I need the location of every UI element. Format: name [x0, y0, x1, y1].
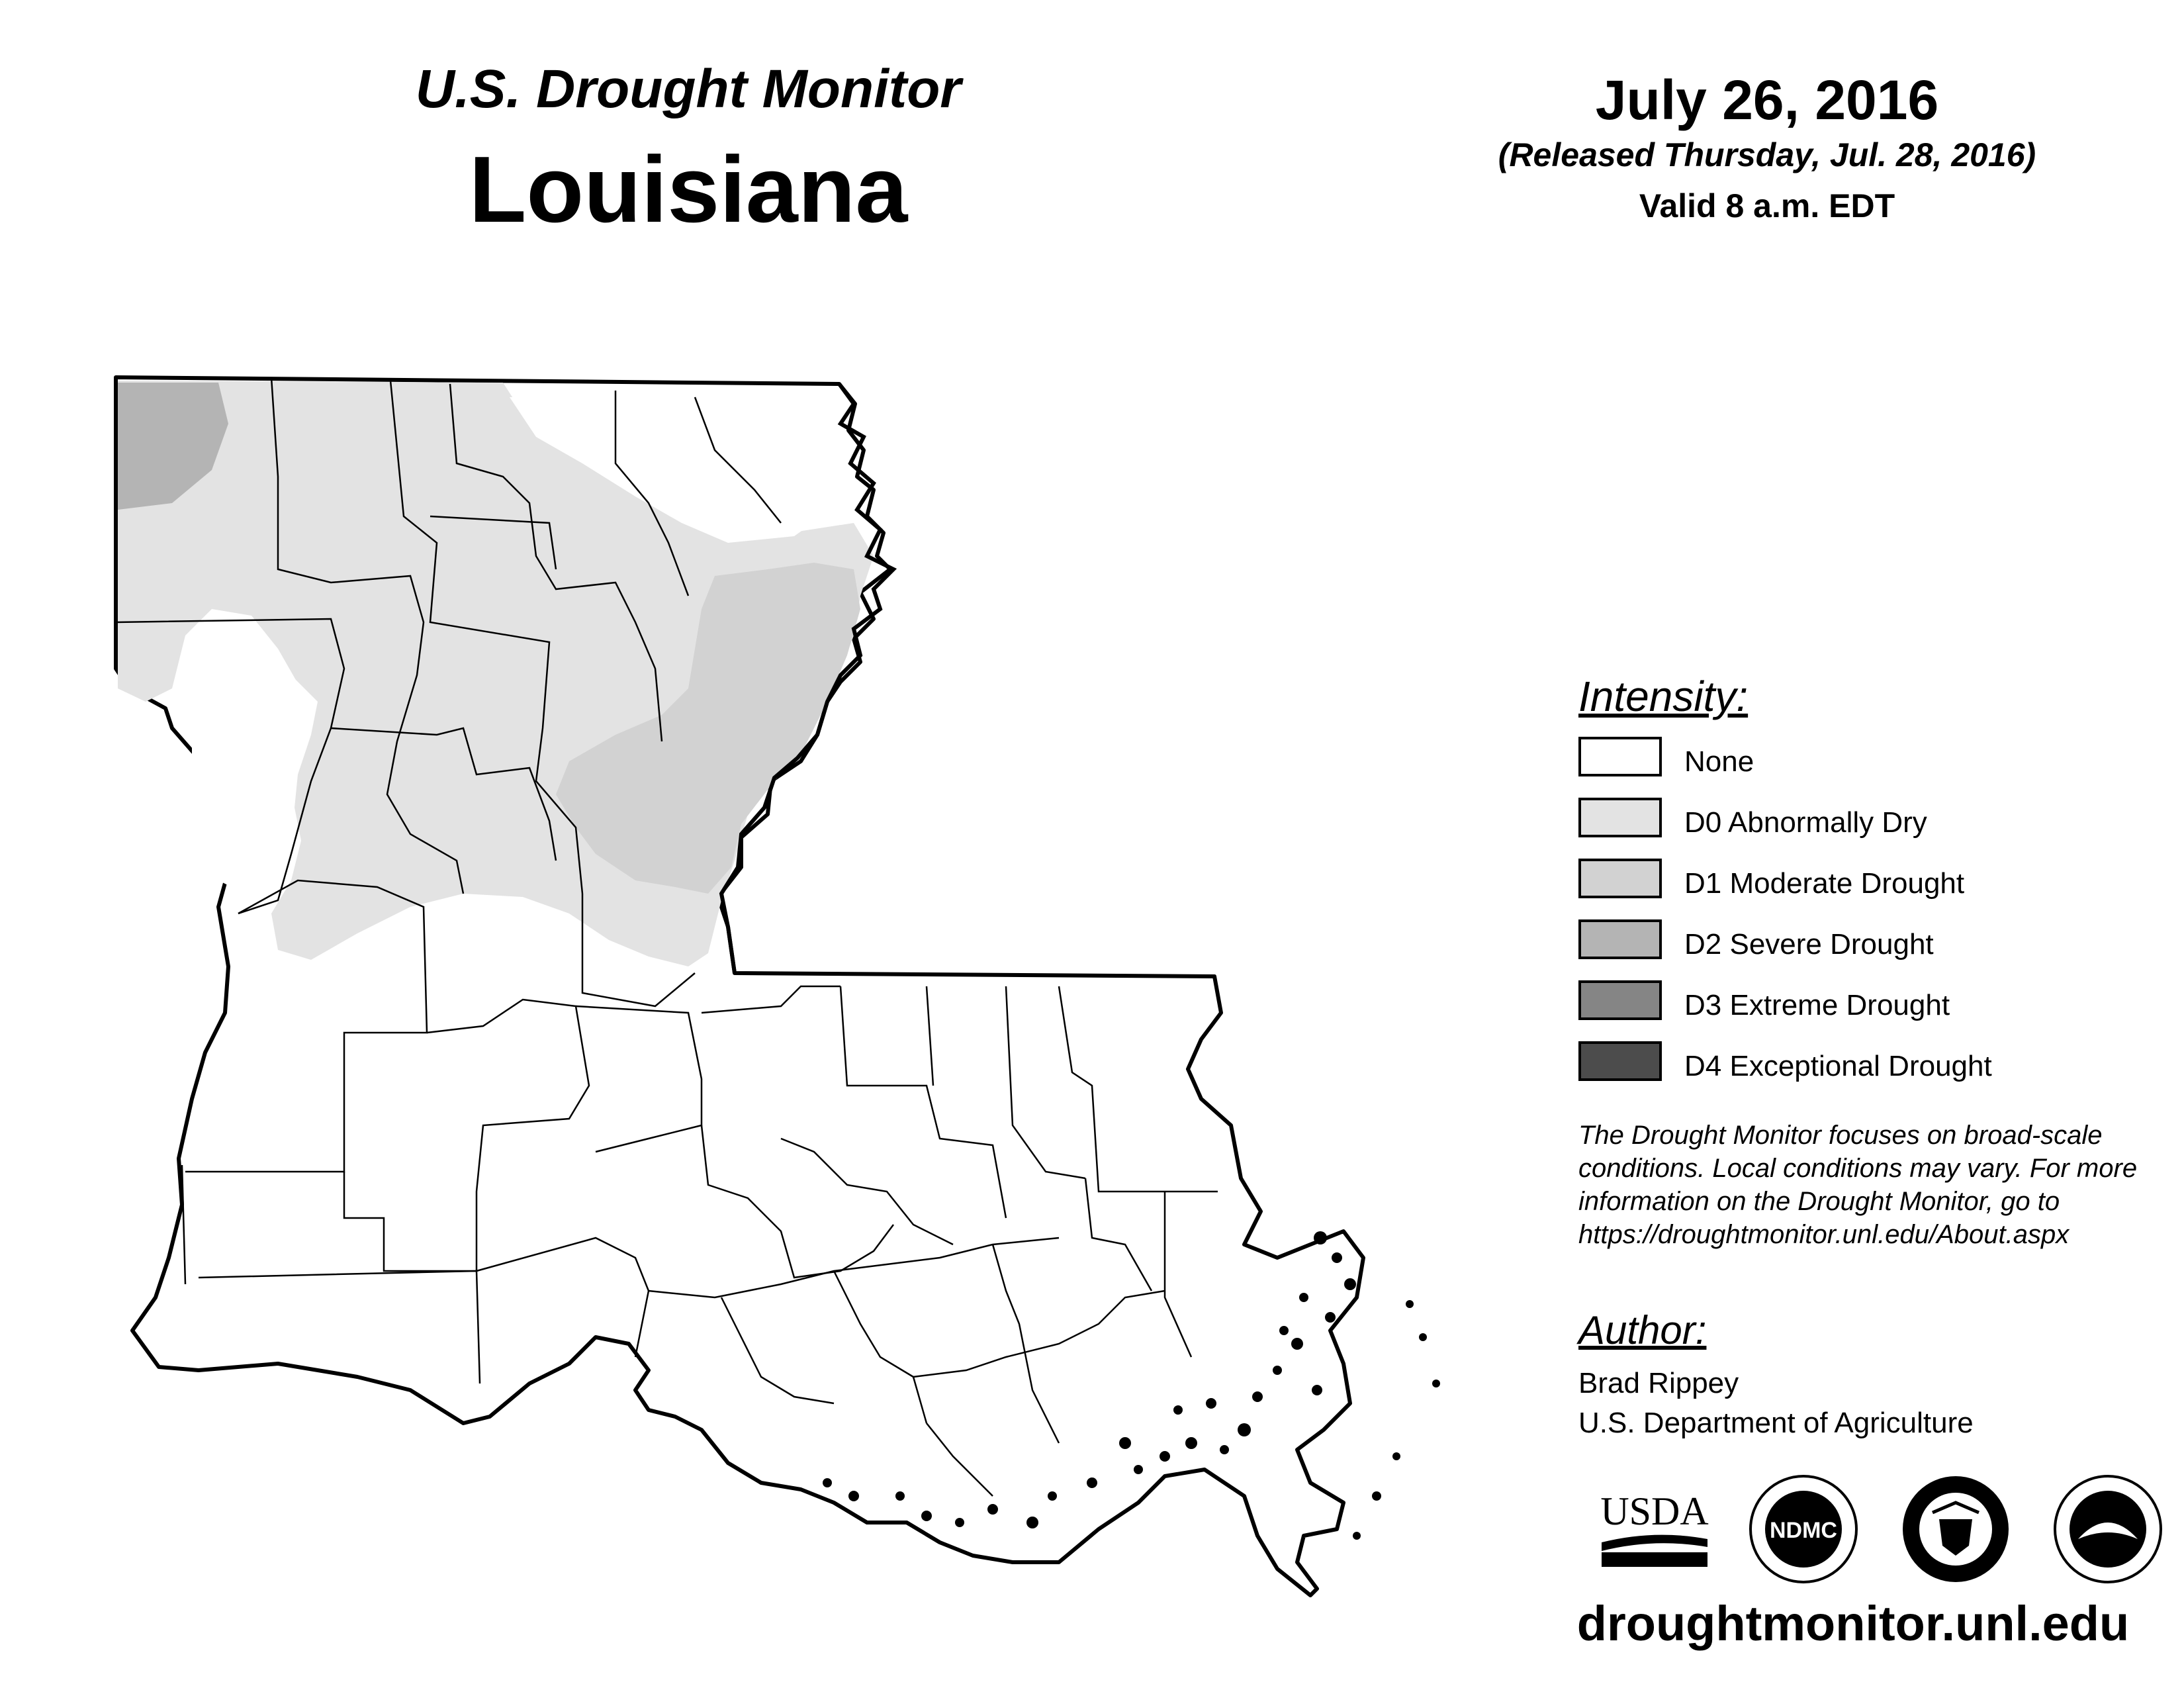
author-heading: Author: [1578, 1308, 1707, 1352]
author-organization: U.S. Department of Agriculture [1578, 1407, 1974, 1439]
release-date: (Released Thursday, Jul. 28, 2016) [1498, 136, 2036, 173]
legend-swatch-d3 [1578, 980, 1662, 1020]
ndmc-logo [1747, 1473, 1860, 1585]
legend-label-d3: D3 Extreme Drought [1684, 989, 1950, 1021]
legend-label-d2: D2 Severe Drought [1684, 928, 1934, 961]
footer-url[interactable]: droughtmonitor.unl.edu [1576, 1596, 2130, 1651]
map-supertitle: U.S. Drought Monitor [415, 59, 962, 119]
usda-logo [1598, 1486, 1711, 1572]
ndmc-logo-text: NDMC [1770, 1518, 1837, 1543]
commerce-seal-logo [1899, 1473, 2012, 1585]
legend-swatch-d2 [1578, 919, 1662, 959]
noaa-logo [2052, 1473, 2164, 1585]
legend-swatch-d0 [1578, 798, 1662, 837]
legend-label-d0: D0 Abnormally Dry [1684, 806, 1927, 839]
valid-time: Valid 8 a.m. EDT [1639, 187, 1895, 224]
map-date: July 26, 2016 [1595, 69, 1939, 131]
legend-swatch-d4 [1578, 1041, 1662, 1081]
map-title: Louisiana [469, 137, 908, 242]
author-name: Brad Rippey [1578, 1367, 1739, 1399]
legend-label-d4: D4 Exceptional Drought [1684, 1050, 1992, 1082]
legend-label-d1: D1 Moderate Drought [1684, 867, 1965, 900]
legend-label-none: None [1684, 745, 1754, 778]
disclaimer-note: The Drought Monitor focuses on broad-scale conditions. Local conditions may vary. For more information on the Drought Monitor, go to https://droughtmonitor.unl.edu/About.aspx [1578, 1121, 2138, 1249]
usda-logo-text: USDA [1600, 1489, 1709, 1533]
legend-title: Intensity: [1578, 673, 1749, 720]
legend-swatch-none [1578, 737, 1662, 776]
legend-swatch-d1 [1578, 859, 1662, 898]
